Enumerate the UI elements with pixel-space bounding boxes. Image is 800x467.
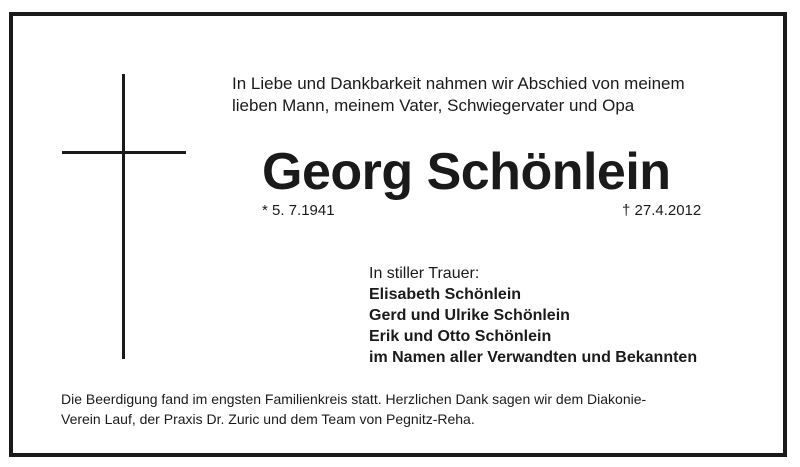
intro-text — [232, 73, 752, 117]
footer-text — [61, 389, 751, 429]
mourners-block — [369, 263, 697, 368]
birth-date: * 5. 7.1941 — [262, 202, 335, 219]
footer-line: Die Beerdigung fand im engsten Familienkreis statt. Herzlichen Dank sagen wir dem Diakonie- — [61, 391, 647, 407]
intro-line: lieben Mann, meinem Vater, Schwiegervater und Opa — [232, 96, 635, 115]
cross-vertical-bar — [122, 74, 125, 359]
mourner-entry: Gerd und Ulrike Schönlein — [369, 307, 570, 324]
deceased-name: Georg Schönlein — [262, 143, 671, 201]
death-date: † 27.4.2012 — [622, 202, 702, 219]
mourning-label: In stiller Trauer: — [369, 265, 480, 282]
mourner-entry: Elisabeth Schönlein — [369, 286, 522, 303]
footer-line: Verein Lauf, der Praxis Dr. Zuric und dem Team von Pegnitz-Reha. — [61, 411, 475, 427]
intro-line: In Liebe und Dankbarkeit nahmen wir Abschied von meinem — [232, 74, 685, 93]
mourner-entry: Erik und Otto Schönlein — [369, 328, 552, 345]
mourner-entry: im Namen aller Verwandten und Bekannten — [369, 349, 698, 366]
cross-horizontal-bar — [62, 151, 186, 154]
